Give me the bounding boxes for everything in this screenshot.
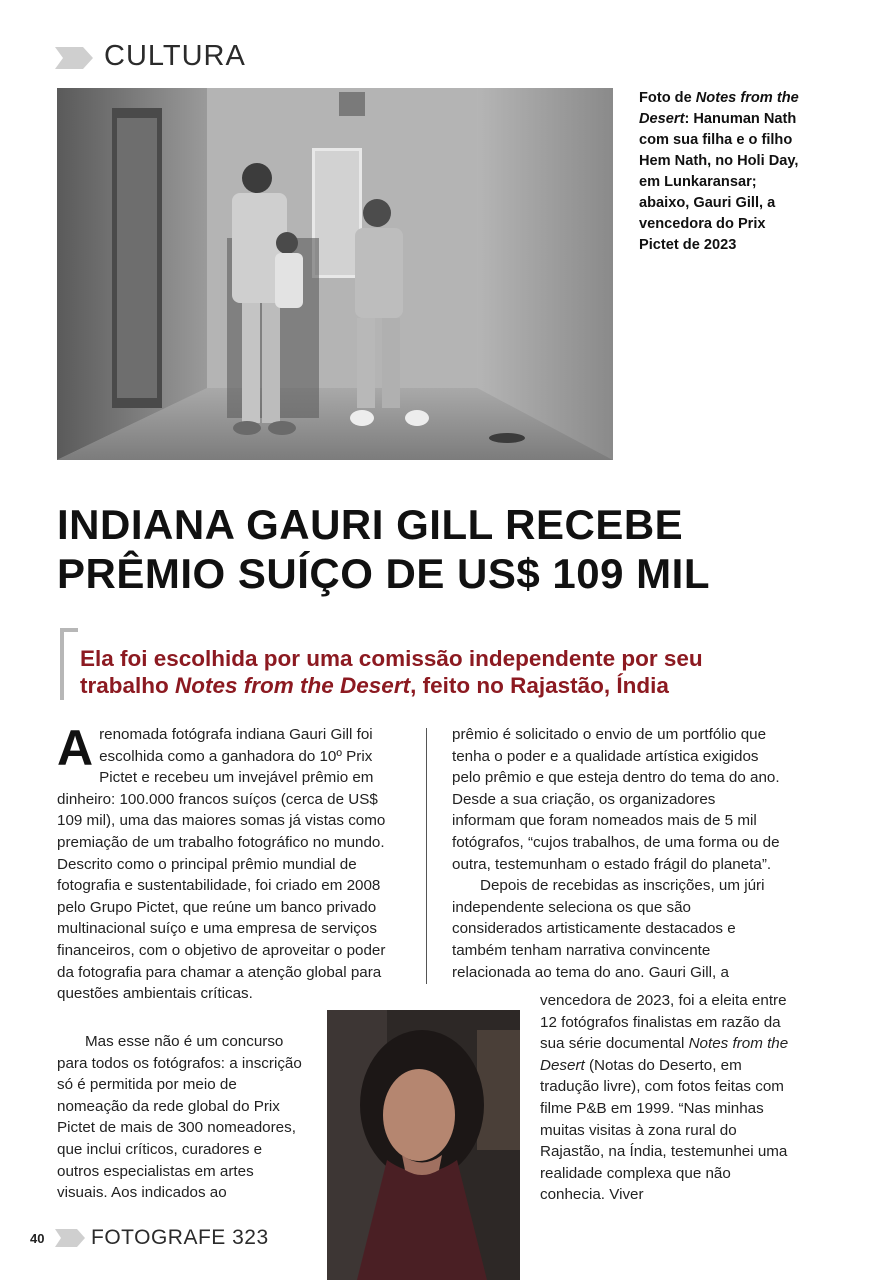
deck-bracket <box>60 628 78 700</box>
deck-line-1: Ela foi escolhida por uma comissão independente por seu <box>80 646 703 671</box>
body-paragraph-3-cont: vencedora de 2023, foi a eleita entre 12 fotógrafos finalistas em razão da sua série documental Notes from the Desert (Notas do Deserto, em tradução livre), com fotos feitas com filme P&B em 1999. “Nas minhas muitas visitas à zona rural do Rajastão, na Índia, testemunhei uma realidade complexa que não conhecia. Viver <box>540 992 789 1204</box>
column-rule <box>426 728 427 984</box>
section-arrow-icon <box>55 47 93 69</box>
body-column-left-narrow <box>57 1031 307 1204</box>
body-column-right-narrow <box>540 990 790 1206</box>
page-number: 40 <box>30 1231 45 1246</box>
gauri-gill-portrait <box>327 1010 520 1280</box>
body-column-left <box>57 720 393 1005</box>
article-deck <box>80 645 860 699</box>
headline-line-2: PRÊMIO SUÍÇO DE US$ 109 MIL <box>57 550 710 597</box>
drop-cap: A <box>57 720 94 776</box>
body-paragraph-1: A renomada fotógrafa indiana Gauri Gill foi escolhida como a ganhadora do 10º Prix Pictet e recebeu um invejável prêmio em dinheiro: 100.000 francos suíços (cerca de US$ 109 mil), uma das maiores somas já vistas como premiação de um trabalho fotográfico no mundo. Descrito como o principal prêmio mundial de fotografia e sustentabilidade, foi criado em 2008 pelo Grupo Pictet, que reúne um banco privado multinacional suíço e uma empresa de serviços financeiros, com o objetivo de aproveitar o poder da fotografia para chamar a atenção global para questões ambientais críticas. <box>57 720 386 1003</box>
body-paragraph-3: Depois de recebidas as inscrições, um júri independente seleciona os que são considerados artisticamente destacados e também tenham narrativa convincente relacionada ao tema do ano. Gauri Gill, a <box>452 877 765 981</box>
footer-arrow-icon <box>55 1229 85 1247</box>
headline-line-1: INDIANA GAURI GILL RECEBE <box>57 501 684 548</box>
body-paragraph-2: Mas esse não é um concurso para todos os fotógrafos: a inscrição só é permitida por meio de nomeação da rede global do Prix Pictet de mais de 300 nomeadores, que inclui críticos, curadores e outros especialistas em artes visuais. Aos indicados ao <box>57 1033 302 1202</box>
article-headline <box>57 500 857 598</box>
body-paragraph-2-cont: prêmio é solicitado o envio de um portfólio que tenha o poder e a qualidade artística exigidos pelo prêmio e que esteja dentro do tema do ano. Desde a sua criação, os organizadores informam que foram nomeados mais de 5 mil fotógrafos, “cujos trabalhos, de uma forma ou de outra, testemunham o estado frágil do planeta”. <box>452 726 780 873</box>
magazine-name: FOTOGRAFE 323 <box>91 1226 269 1249</box>
body-column-right <box>452 724 782 983</box>
photo-caption: Foto de Notes from the Desert: Hanuman Nath com sua filha e o filho Hem Nath, no Holi Day, em Lunkaransar; abaixo, Gauri Gill, a vencedora do Prix Pictet de 2023 <box>639 90 799 253</box>
deck-line-2: trabalho Notes from the Desert, feito no Rajastão, Índia <box>80 673 669 698</box>
desert-family-photo <box>57 88 613 460</box>
section-label: CULTURA <box>104 40 246 72</box>
